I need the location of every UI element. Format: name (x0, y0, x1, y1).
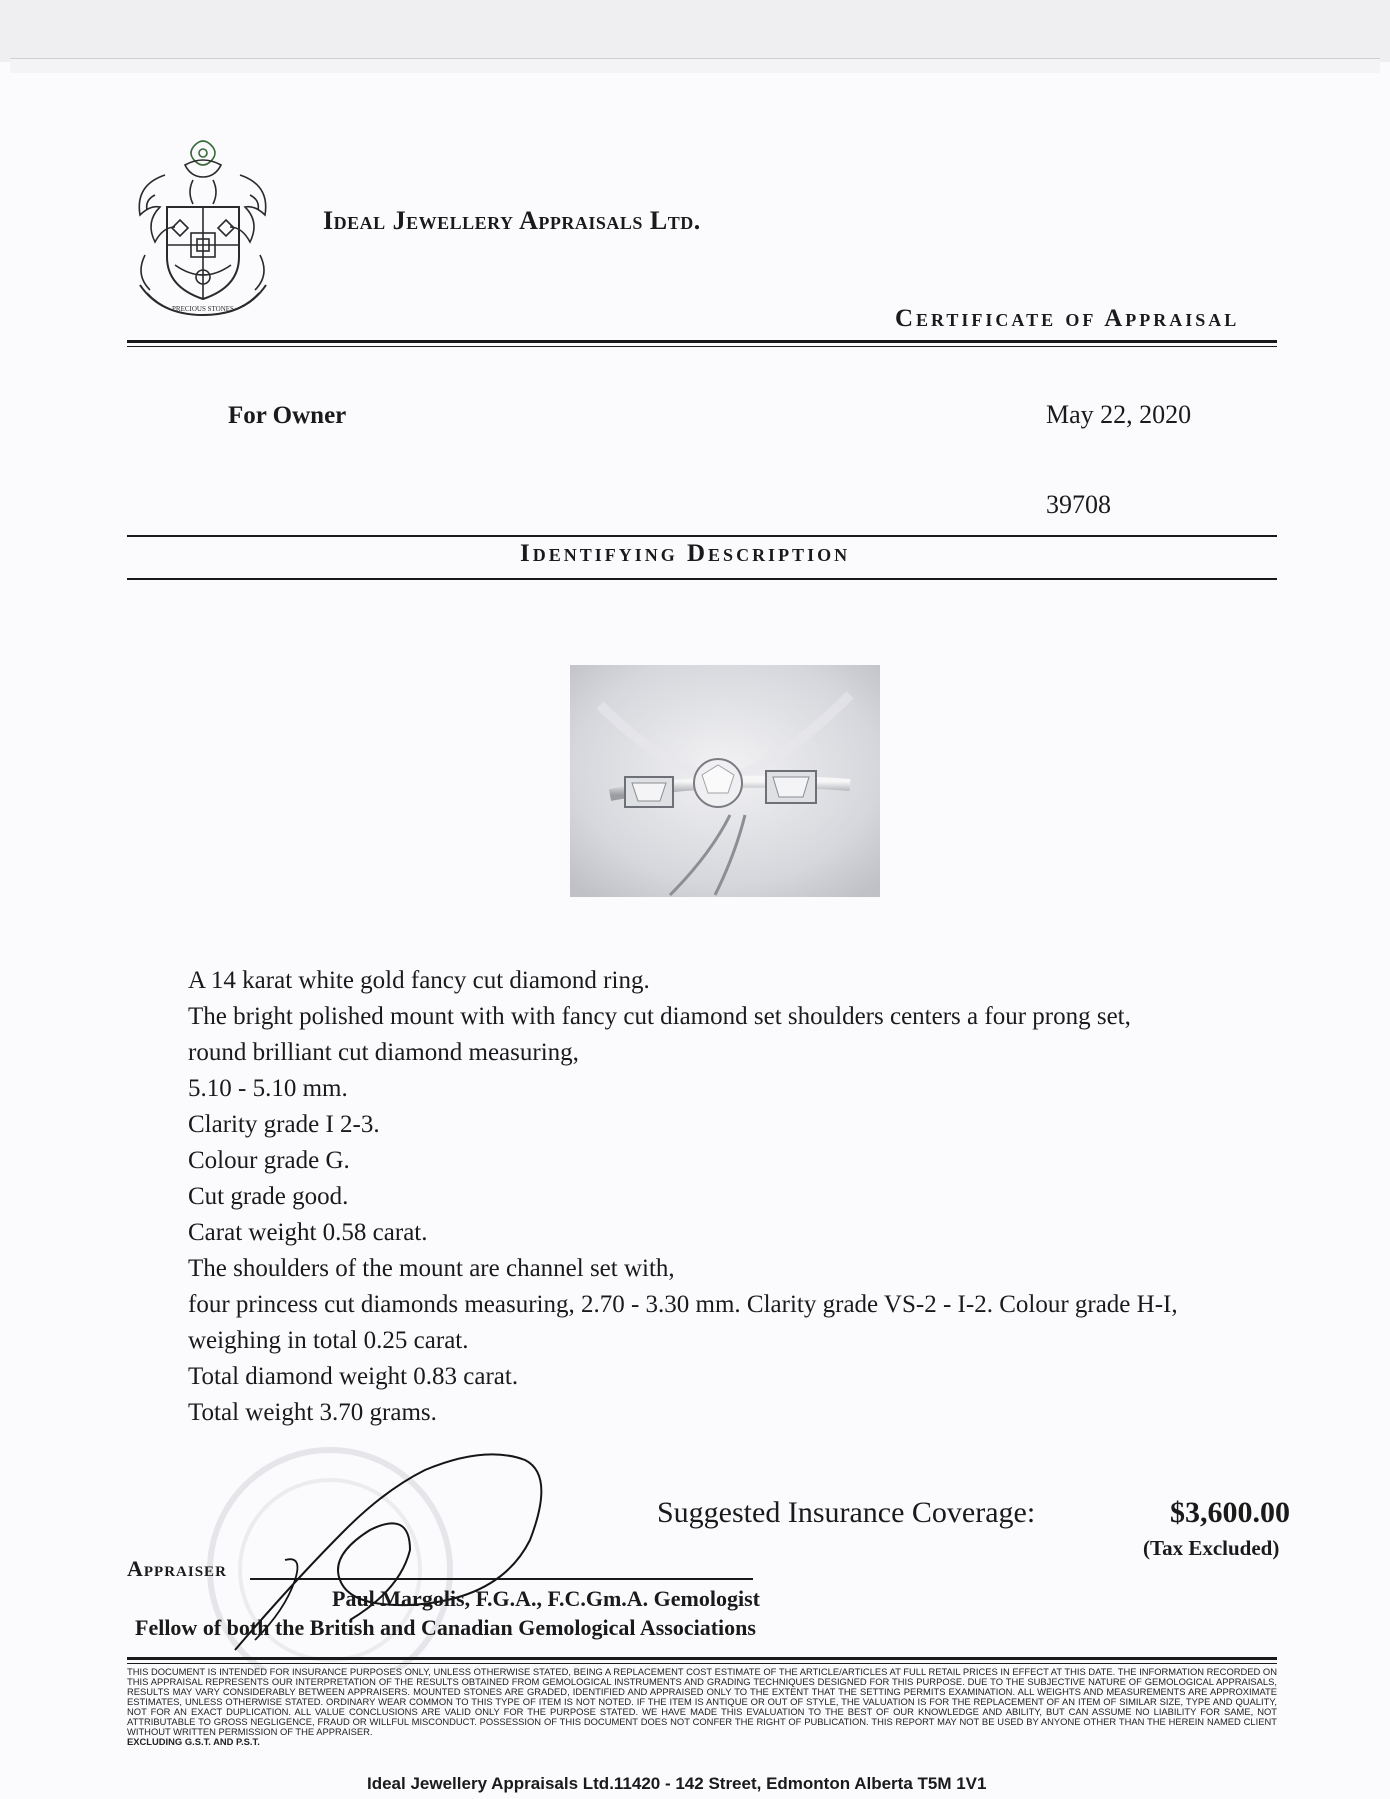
description-line: Total diamond weight 0.83 carat. (188, 1363, 519, 1390)
insurance-coverage-amount: $3,600.00 (1170, 1496, 1290, 1529)
reference-number: 39708 (1046, 490, 1111, 519)
item-description (188, 963, 1298, 1431)
disclaimer-text: THIS DOCUMENT IS INTENDED FOR INSURANCE PURPOSES ONLY, UNLESS OTHERWISE STATED, BEING A REPLACEMENT COST ESTIMATE OF THE ARTICLE/ARTICLES AT FULL RETAIL PRICES IN EFFECT AT THIS DATE. THE INFORMATION RECORDED ON THIS APPRAISAL REPRESENTS OUR INTERPRETATION OF THE RESULTS OBTAINED FROM GEMOLOGICAL INSTRUMENTS AND GRADING TECHNIQUES DESIGNED FOR THIS PURPOSE. DUE TO THE SUBJECTIVE NATURE OF GEMOLOGICAL APPRAISALS, RESULTS MAY VARY CONSIDERABLY BETWEEN APPRAISERS. MOUNTED STONES ARE GRADED, IDENTIFIED AND APPRAISED ONLY TO THE EXTENT THAT THE SETTING PERMITS EXAMINATION. ALL WEIGHTS AND MEASUREMENTS ARE APPROXIMATE ESTIMATES, UNLESS OTHERWISE STATED. ORDINARY WEAR COMMON TO THIS TYPE OF ITEM IS NOT NOTED. IF THE ITEM IS ANTIQUE OR OUT OF STYLE, THE VALUATION IS FOR THE REPLACEMENT OF AN ITEM OF SIMILAR SIZE, TYPE AND QUALITY, NOT FOR AN EXACT DUPLICATION. ALL VALUE CONCLUSIONS ARE VALID ONLY FOR THE PURPOSE STATED. WE HAVE MADE THIS EVALUATION TO THE BEST OF OUR KNOWLEDGE AND ABILITY, BUT CAN ASSUME NO LIABILITY FOR SAME, NOT ATTRIBUTABLE TO GROSS NEGLIGENCE, FRAUD OR WILLFUL MISCONDUCT. POSSESSION OF THIS DOCUMENT DOES NOT CONFER THE RIGHT OF PUBLICATION. THIS REPORT MAY NOT BE USED BY ANYONE OTHER THAN THE HEREIN NAMED CLIENT WITHOUT WRITTEN PERMISSION OF THE APPRAISER. (127, 1666, 1277, 1737)
insurance-coverage-label: Suggested Insurance Coverage: (657, 1496, 1036, 1529)
section-title: Identifying Description (520, 540, 851, 567)
description-line: Cut grade good. (188, 1183, 349, 1210)
footer-address: Ideal Jewellery Appraisals Ltd.11420 - 142 Street, Edmonton Alberta T5M 1V1 (367, 1774, 987, 1793)
description-line: Carat weight 0.58 carat. (188, 1219, 428, 1246)
section-rule-top (127, 535, 1277, 537)
description-line: The shoulders of the mount are channel set with, (188, 1255, 675, 1282)
paper-top-edge (10, 58, 1380, 73)
legal-disclaimer (127, 1667, 1277, 1747)
coat-of-arms-logo (125, 135, 280, 325)
description-line: The bright polished mount with with fancy cut diamond set shoulders centers a four prong set, (188, 1003, 1131, 1030)
description-line: Colour grade G. (188, 1147, 350, 1174)
section-rule-bottom (127, 578, 1277, 580)
certificate-title: Certificate of Appraisal (895, 305, 1240, 332)
description-line: Clarity grade I 2-3. (188, 1111, 380, 1138)
crest-motto: PRECIOUS STONES (172, 305, 234, 313)
header-rule-thin (127, 346, 1277, 347)
header-rule-thick (127, 340, 1277, 343)
appraiser-name: Paul Margolis, F.G.A., F.C.Gm.A. Gemologist (332, 1586, 760, 1611)
footer-rule-thin (127, 1663, 1277, 1664)
description-line: weighing in total 0.25 carat. (188, 1327, 469, 1354)
tax-exclusion-note: EXCLUDING G.S.T. AND P.S.T. (127, 1736, 260, 1747)
owner-label: For Owner (228, 402, 347, 429)
ring-photo (570, 665, 880, 897)
description-line: Total weight 3.70 grams. (188, 1399, 437, 1426)
description-line: round brilliant cut diamond measuring, (188, 1039, 579, 1066)
scan-background (0, 0, 1390, 62)
appraisal-date: May 22, 2020 (1046, 400, 1192, 429)
company-name: Ideal Jewellery Appraisals Ltd. (323, 206, 701, 235)
appraiser-fellowship: Fellow of both the British and Canadian Gemological Associations (135, 1615, 756, 1640)
description-line: A 14 karat white gold fancy cut diamond ring. (188, 967, 650, 994)
tax-note: (Tax Excluded) (1143, 1536, 1280, 1560)
appraiser-label: Appraiser (127, 1556, 227, 1581)
description-line: four princess cut diamonds measuring, 2.70 - 3.30 mm. Clarity grade VS-2 - I-2. Colour grade H-I, (188, 1291, 1178, 1318)
footer-rule-thick (127, 1657, 1277, 1660)
description-line: 5.10 - 5.10 mm. (188, 1075, 348, 1102)
